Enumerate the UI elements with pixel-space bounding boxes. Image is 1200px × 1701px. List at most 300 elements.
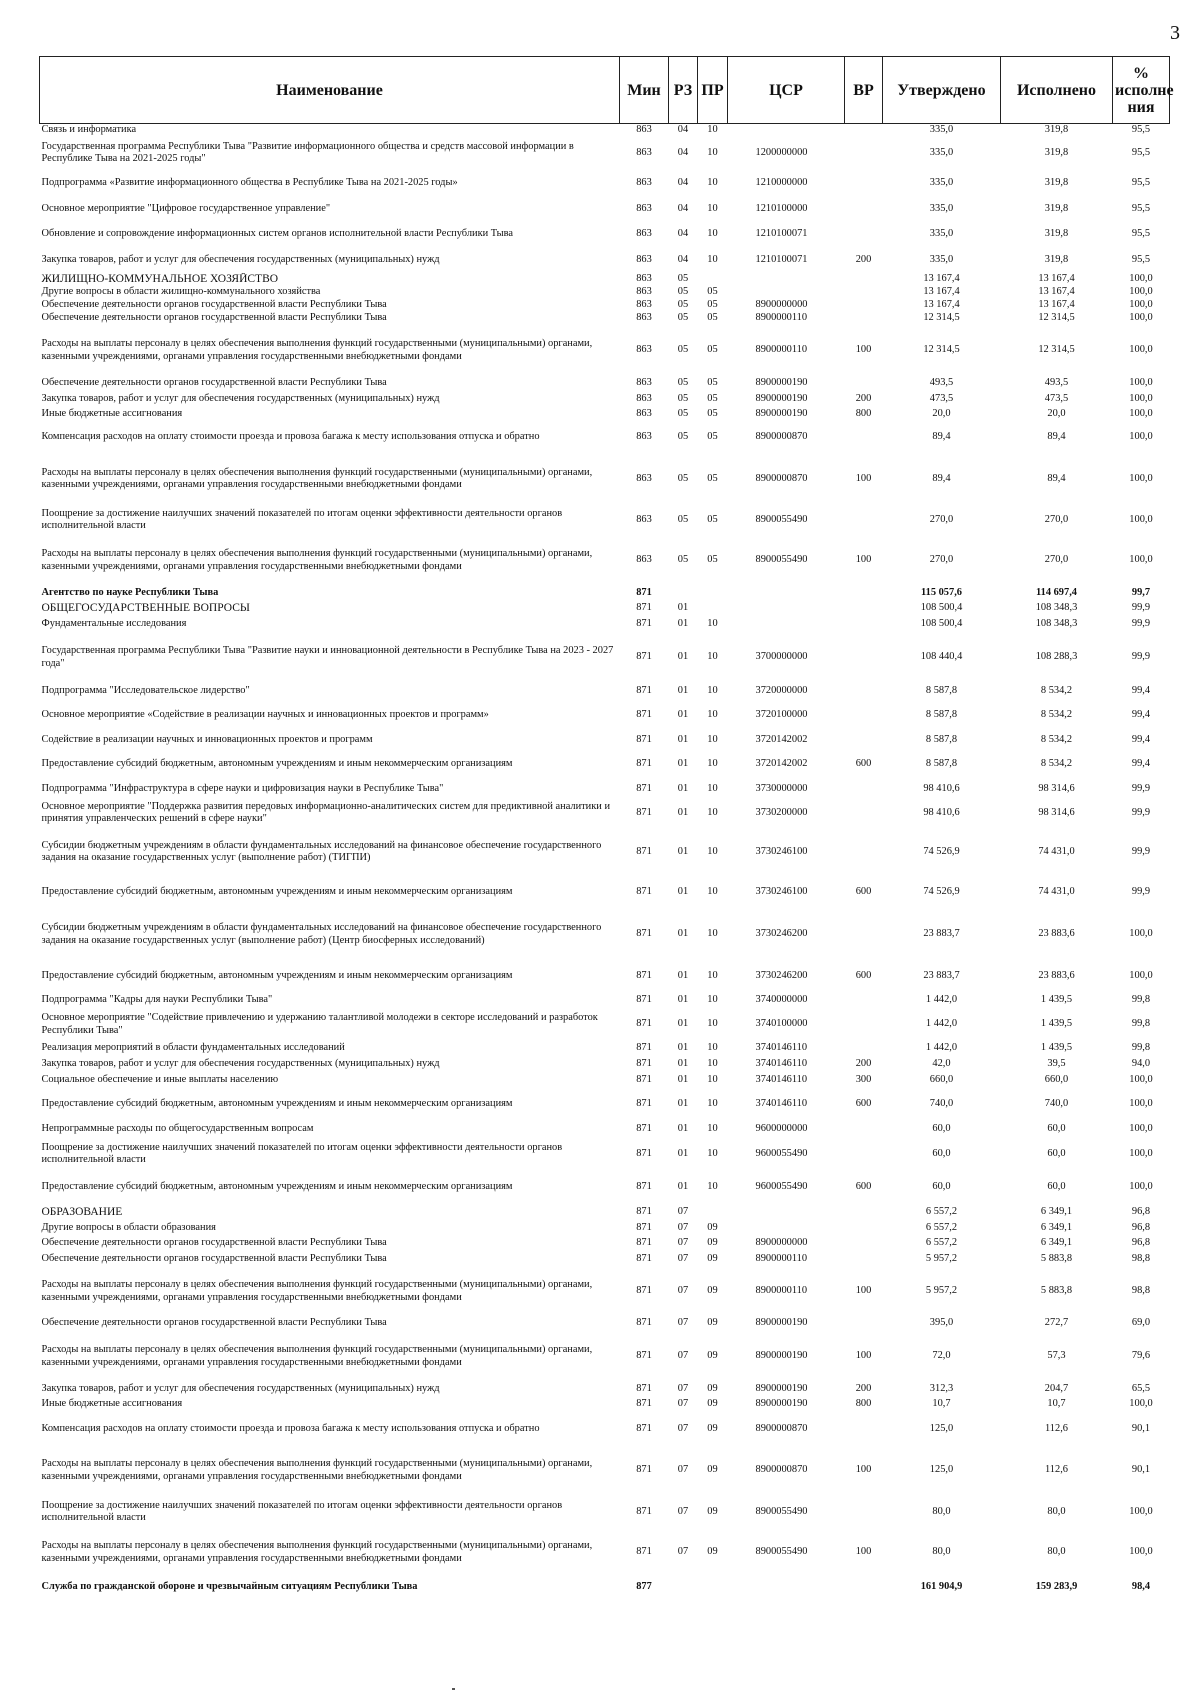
row-approved: 42,0 [932, 1057, 951, 1069]
row-rz: 01 [677, 651, 689, 663]
row-executed: 6 349,1 [1040, 1221, 1073, 1233]
table-row [40, 1041, 1170, 1056]
row-name: Расходы на выплаты персоналу в целях обеспечения выполнения функций государственными (муниципальными) органами, казенными учреждениями, органами управления государственными внебюджетными фондами [41, 1540, 593, 1564]
row-percent: 99,4 [1131, 758, 1151, 770]
row-min: 871 [636, 709, 652, 721]
row-pr: 05 [707, 344, 718, 356]
row-percent: 99,8 [1131, 1018, 1151, 1030]
row-percent: 94,0 [1131, 1057, 1151, 1069]
row-csr: 8900000190 [755, 1317, 808, 1329]
table-row [40, 1397, 1170, 1413]
row-approved: 335,0 [929, 124, 954, 135]
row-rz: 01 [677, 684, 689, 696]
row-rz: 01 [677, 618, 689, 630]
row-executed: 23 883,6 [1038, 928, 1075, 940]
row-min: 871 [636, 928, 652, 940]
row-vr: 800 [855, 1398, 872, 1410]
row-pr: 09 [707, 1237, 718, 1249]
row-name: Непрограммные расходы по общегосударственным вопросам [41, 1123, 314, 1135]
row-approved: 23 883,7 [923, 969, 960, 981]
row-approved: 740,0 [929, 1098, 954, 1110]
row-pr [698, 1204, 728, 1221]
row-executed: 80,0 [1047, 1505, 1066, 1517]
table-row [40, 1122, 1170, 1138]
row-rz: 04 [677, 253, 689, 265]
row-vr [845, 1496, 883, 1529]
row-min: 863 [636, 285, 652, 297]
row-vr [845, 197, 883, 222]
row-csr: 8900000190 [755, 1398, 808, 1410]
table-row [40, 137, 1170, 170]
row-name: Подпрограмма "Кадры для науки Республики Тыва" [41, 994, 273, 1006]
row-min: 871 [636, 1317, 652, 1329]
row-percent: 100,0 [1129, 928, 1153, 940]
row-min: 877 [636, 1581, 652, 1593]
row-approved: 60,0 [932, 1180, 951, 1192]
row-csr: 8900000870 [755, 472, 808, 484]
row-percent: 95,5 [1131, 253, 1151, 265]
row-percent: 69,0 [1131, 1317, 1151, 1329]
row-name: Обеспечение деятельности органов государственной власти Республики Тыва [41, 377, 387, 389]
row-pr: 10 [707, 253, 718, 265]
row-vr: 200 [855, 1382, 872, 1394]
row-name: Обеспечение деятельности органов государственной власти Республики Тыва [41, 1317, 387, 1329]
row-pr: 09 [707, 1505, 718, 1517]
row-rz: 05 [677, 344, 689, 356]
row-min: 863 [636, 393, 652, 405]
row-executed: 1 439,5 [1040, 1018, 1073, 1030]
row-min: 871 [636, 1464, 652, 1476]
row-vr [845, 1009, 883, 1041]
row-pr: 10 [707, 758, 718, 770]
header-vr: ВР [845, 57, 883, 124]
row-csr: 8900000190 [755, 1350, 808, 1362]
row-executed: 12 314,5 [1038, 312, 1075, 324]
row-vr [845, 273, 883, 286]
table-row [40, 421, 1170, 454]
row-pr: 05 [707, 407, 718, 419]
row-executed: 8 534,2 [1040, 684, 1073, 696]
row-name: Закупка товаров, работ и услуг для обеспечения государственных (муниципальных) нужд [41, 393, 440, 405]
row-pr: 10 [707, 202, 718, 214]
row-name: Расходы на выплаты персоналу в целях обеспечения выполнения функций государственными (муниципальными) органами, казенными учреждениями, органами управления государственными внебюджетными фондами [41, 1458, 593, 1482]
row-vr [845, 170, 883, 197]
row-csr: 8900000000 [755, 1237, 808, 1249]
row-rz: 05 [677, 272, 689, 284]
row-rz: 01 [677, 733, 689, 745]
row-name: Государственная программа Республики Тыва "Развитие информационного общества и средств массовой информации в Республике Тыва на 2021-2025 годы" [41, 140, 574, 164]
row-vr: 800 [855, 407, 872, 419]
row-executed: 319,8 [1044, 228, 1069, 240]
row-name: Расходы на выплаты персоналу в целях обеспечения выполнения функций государственными (муниципальными) органами, казенными учреждениями, органами управления государственными внебюджетными фондами [41, 1279, 593, 1303]
row-percent: 99,4 [1131, 684, 1151, 696]
row-rz: 07 [677, 1382, 689, 1394]
row-vr [845, 586, 883, 601]
row-csr: 3730246200 [755, 969, 808, 981]
row-percent: 95,5 [1131, 146, 1151, 158]
row-rz: 01 [677, 1041, 689, 1053]
row-name: Обеспечение деятельности органов государственной власти Республики Тыва [41, 1253, 387, 1265]
row-approved: 23 883,7 [923, 928, 960, 940]
row-rz: 05 [677, 285, 689, 297]
row-approved: 270,0 [929, 554, 954, 566]
row-pr: 05 [707, 513, 718, 525]
row-pr: 10 [707, 806, 718, 818]
row-min: 871 [636, 651, 652, 663]
row-min: 863 [636, 344, 652, 356]
row-rz: 07 [677, 1237, 689, 1249]
row-name: Основное мероприятие "Цифровое государственное управление" [41, 202, 331, 214]
row-pr: 10 [707, 709, 718, 721]
row-name: Другие вопросы в области жилищно-коммунального хозяйства [41, 285, 321, 297]
row-pr: 05 [707, 285, 718, 297]
row-approved: 335,0 [929, 228, 954, 240]
row-vr [845, 1204, 883, 1221]
row-approved: 395,0 [929, 1317, 954, 1329]
table-row [40, 1236, 1170, 1252]
row-percent: 99,9 [1131, 806, 1151, 818]
table-row [40, 408, 1170, 421]
row-pr: 10 [707, 124, 718, 135]
row-executed: 5 883,8 [1040, 1253, 1073, 1265]
row-rz: 05 [677, 312, 689, 324]
table-row [40, 1204, 1170, 1221]
row-percent: 100,0 [1129, 1546, 1153, 1558]
header-name: Наименование [40, 57, 620, 124]
row-rz: 07 [677, 1464, 689, 1476]
row-pr: 10 [707, 618, 718, 630]
row-csr: 8900000110 [755, 312, 808, 324]
row-rz: 01 [677, 782, 689, 794]
row-percent: 100,0 [1129, 1398, 1153, 1410]
row-pr: 09 [707, 1285, 718, 1297]
table-row [40, 505, 1170, 536]
table-row [40, 601, 1170, 617]
row-csr: 3720100000 [755, 709, 808, 721]
row-min: 871 [636, 1205, 652, 1217]
row-min: 863 [636, 430, 652, 442]
row-rz: 07 [677, 1205, 689, 1217]
row-csr: 8900000110 [755, 1253, 808, 1265]
row-csr: 8900000190 [755, 1382, 808, 1394]
row-name: Основное мероприятие "Содействие привлечению и удержанию талантливой молодежи в секторе исследований и разработок Республики Тыва" [41, 1012, 598, 1036]
row-approved: 80,0 [932, 1505, 951, 1517]
row-executed: 98 314,6 [1038, 782, 1075, 794]
row-percent: 100,0 [1129, 344, 1153, 356]
row-executed: 1 439,5 [1040, 1041, 1073, 1053]
row-min: 863 [636, 176, 652, 188]
row-vr [845, 829, 883, 876]
row-pr: 10 [707, 651, 718, 663]
row-approved: 473,5 [929, 393, 954, 405]
row-min: 871 [636, 1123, 652, 1135]
row-approved: 98 410,6 [923, 806, 960, 818]
row-vr [845, 633, 883, 683]
table-row [40, 633, 1170, 683]
row-executed: 12 314,5 [1038, 344, 1075, 356]
row-csr: 3730246100 [755, 886, 808, 898]
row-csr: 9600000000 [755, 1123, 808, 1135]
table-row [40, 170, 1170, 197]
row-rz: 01 [677, 602, 689, 614]
row-vr [845, 124, 883, 137]
row-pr: 10 [707, 1147, 718, 1159]
row-csr [728, 601, 845, 617]
row-percent: 100,0 [1129, 554, 1153, 566]
table-row [40, 1446, 1170, 1496]
row-approved: 13 167,4 [923, 298, 960, 310]
row-rz: 01 [677, 994, 689, 1006]
row-name: Компенсация расходов на оплату стоимости проезда и провоза багажа к месту использования отпуска и обратно [41, 430, 540, 442]
row-pr: 10 [707, 176, 718, 188]
row-vr [845, 299, 883, 312]
row-executed: 270,0 [1044, 554, 1069, 566]
row-pr: 10 [707, 684, 718, 696]
row-csr: 9600055490 [755, 1147, 808, 1159]
row-csr: 3730246100 [755, 845, 808, 857]
row-csr: 1210000000 [755, 176, 808, 188]
row-vr: 200 [855, 393, 872, 405]
table-row [40, 222, 1170, 248]
row-vr [845, 421, 883, 454]
row-name: Поощрение за достижение наилучших значений показателей по итогам оценки эффективности деятельности органов исполнительной власти [41, 1499, 563, 1523]
header-csr: ЦСР [728, 57, 845, 124]
row-executed: 108 348,3 [1035, 618, 1078, 630]
row-executed: 319,8 [1044, 253, 1069, 265]
row-executed: 89,4 [1047, 472, 1066, 484]
table-row [40, 1332, 1170, 1382]
row-csr: 8900000110 [755, 1285, 808, 1297]
row-executed: 74 431,0 [1038, 886, 1075, 898]
row-rz [669, 586, 698, 601]
row-csr [728, 286, 845, 299]
row-min: 863 [636, 377, 652, 389]
row-approved: 1 442,0 [925, 1041, 958, 1053]
row-percent: 98,8 [1131, 1285, 1151, 1297]
row-pr: 10 [707, 928, 718, 940]
row-name: Поощрение за достижение наилучших значений показателей по итогам оценки эффективности деятельности органов исполнительной власти [41, 1141, 563, 1165]
row-csr: 8900055490 [755, 554, 808, 566]
row-approved: 115 057,6 [921, 586, 962, 598]
row-min: 871 [636, 618, 652, 630]
row-min: 863 [636, 272, 652, 284]
row-approved: 335,0 [929, 146, 954, 158]
row-min: 871 [636, 1237, 652, 1249]
row-pr: 10 [707, 733, 718, 745]
row-executed: 60,0 [1047, 1123, 1066, 1135]
row-pr: 09 [707, 1382, 718, 1394]
row-csr: 3740146110 [755, 1041, 808, 1053]
row-percent: 100,0 [1129, 1505, 1153, 1517]
row-pr: 05 [707, 554, 718, 566]
row-name: Закупка товаров, работ и услуг для обеспечения государственных (муниципальных) нужд [41, 1057, 440, 1069]
row-approved: 80,0 [932, 1546, 951, 1558]
table-row [40, 1316, 1170, 1332]
row-name: Государственная программа Республики Тыва "Развитие науки и инновационной деятельности в Республике Тыва на 2023 - 2027 года" [41, 645, 614, 669]
row-vr [845, 376, 883, 392]
table-row [40, 326, 1170, 376]
row-min: 871 [636, 1221, 652, 1233]
row-min: 871 [636, 1285, 652, 1297]
row-percent: 100,0 [1129, 298, 1153, 310]
row-vr [845, 1221, 883, 1236]
row-rz: 01 [677, 969, 689, 981]
row-name: Связь и информатика [41, 124, 137, 135]
row-approved: 6 557,2 [925, 1221, 958, 1233]
row-executed: 108 288,3 [1035, 651, 1078, 663]
row-executed: 80,0 [1047, 1546, 1066, 1558]
row-pr: 05 [707, 298, 718, 310]
table-row [40, 286, 1170, 299]
row-executed: 272,7 [1044, 1317, 1069, 1329]
row-executed: 112,6 [1045, 1464, 1068, 1476]
table-row [40, 312, 1170, 326]
row-approved: 74 526,9 [923, 845, 960, 857]
row-vr: 200 [855, 1057, 872, 1069]
row-executed: 493,5 [1044, 377, 1069, 389]
table-row [40, 273, 1170, 286]
row-approved: 8 587,8 [925, 733, 958, 745]
row-approved: 335,0 [929, 202, 954, 214]
row-approved: 12 314,5 [923, 312, 960, 324]
table-row [40, 617, 1170, 633]
row-csr: 8900055490 [755, 1505, 808, 1517]
row-rz: 07 [677, 1422, 689, 1434]
row-min: 871 [636, 1057, 652, 1069]
row-csr: 8900000870 [755, 1422, 808, 1434]
row-percent: 99,9 [1131, 886, 1151, 898]
row-pr: 09 [707, 1350, 718, 1362]
row-name: Расходы на выплаты персоналу в целях обеспечения выполнения функций государственными (муниципальными) органами, казенными учреждениями, органами управления государственными внебюджетными фондами [41, 1344, 593, 1368]
row-approved: 89,4 [932, 430, 951, 442]
row-name: Фундаментальные исследования [41, 618, 187, 630]
row-percent: 90,1 [1131, 1422, 1151, 1434]
row-executed: 8 534,2 [1040, 758, 1073, 770]
row-rz: 01 [677, 928, 689, 940]
row-csr [728, 586, 845, 601]
row-min: 871 [636, 1422, 652, 1434]
table-row [40, 1382, 1170, 1397]
table-row [40, 197, 1170, 222]
row-name: Иные бюджетные ассигнования [41, 1398, 183, 1410]
row-name: Поощрение за достижение наилучших значений показателей по итогам оценки эффективности деятельности органов исполнительной власти [41, 507, 563, 531]
row-percent: 95,5 [1131, 202, 1151, 214]
row-min: 863 [636, 312, 652, 324]
row-min: 871 [636, 886, 652, 898]
row-vr: 600 [855, 886, 872, 898]
table-row [40, 392, 1170, 408]
row-min: 863 [636, 298, 652, 310]
row-vr [845, 1236, 883, 1252]
row-name: Субсидии бюджетным учреждениям в области фундаментальных исследований на финансовое обеспечение государственного задания на оказание государственных услуг (выполнение работ) (ТИГПИ) [41, 839, 602, 863]
row-csr: 1200000000 [755, 146, 808, 158]
row-min: 871 [636, 1382, 652, 1394]
row-vr [845, 732, 883, 749]
header-pr: ПР [698, 57, 728, 124]
row-name: Другие вопросы в области образования [41, 1221, 216, 1233]
row-name: Подпрограмма «Развитие информационного общества в Республике Тыва на 2021-2025 годы» [41, 176, 458, 188]
row-csr: 3720000000 [755, 684, 808, 696]
row-approved: 74 526,9 [923, 886, 960, 898]
row-vr: 600 [855, 1180, 872, 1192]
row-csr: 3720142002 [755, 733, 808, 745]
table-row [40, 586, 1170, 601]
table-row [40, 700, 1170, 732]
row-rz: 07 [677, 1398, 689, 1410]
row-rz: 01 [677, 1147, 689, 1159]
row-vr: 100 [855, 344, 872, 356]
row-vr [845, 505, 883, 536]
row-executed: 108 348,3 [1035, 602, 1078, 614]
row-rz: 05 [677, 377, 689, 389]
row-csr: 3740100000 [755, 1018, 808, 1030]
row-pr [698, 601, 728, 617]
row-executed: 8 534,2 [1040, 733, 1073, 745]
row-csr: 8900000870 [755, 1464, 808, 1476]
row-executed: 13 167,4 [1038, 298, 1075, 310]
row-csr [728, 1221, 845, 1236]
row-rz: 01 [677, 1018, 689, 1030]
row-vr [845, 137, 883, 170]
row-percent: 95,5 [1131, 176, 1151, 188]
row-csr: 9600055490 [755, 1180, 808, 1192]
row-pr: 09 [707, 1398, 718, 1410]
row-min: 871 [636, 969, 652, 981]
row-approved: 5 957,2 [925, 1253, 958, 1265]
row-executed: 39,5 [1047, 1057, 1066, 1069]
table-header [40, 57, 1174, 124]
row-vr [845, 1413, 883, 1446]
row-csr: 8900055490 [755, 1546, 808, 1558]
table-row [40, 1529, 1170, 1577]
row-vr [845, 1252, 883, 1268]
row-percent: 99,9 [1131, 602, 1151, 614]
row-percent: 100,0 [1129, 969, 1153, 981]
row-approved: 125,0 [929, 1464, 954, 1476]
row-min: 871 [636, 1073, 652, 1085]
table-row [40, 683, 1170, 700]
row-min: 863 [636, 124, 652, 135]
row-vr [845, 781, 883, 798]
row-executed: 23 883,6 [1038, 969, 1075, 981]
table-row [40, 1496, 1170, 1529]
row-rz: 01 [677, 1098, 689, 1110]
row-percent: 100,0 [1129, 1098, 1153, 1110]
row-name: Подпрограмма "Инфраструктура в сфере науки и цифровизация науки в Республике Тыва" [41, 782, 444, 794]
row-percent: 65,5 [1131, 1382, 1151, 1394]
table-row [40, 749, 1170, 781]
row-rz: 05 [677, 430, 689, 442]
row-vr [845, 683, 883, 700]
row-csr: 8900055490 [755, 513, 808, 525]
row-executed: 319,8 [1044, 202, 1069, 214]
row-rz: 05 [677, 393, 689, 405]
row-min: 871 [636, 1180, 652, 1192]
row-vr: 600 [855, 969, 872, 981]
row-executed: 20,0 [1047, 407, 1066, 419]
row-min: 871 [636, 1147, 652, 1159]
header-min: Мин [620, 57, 669, 124]
row-percent: 96,8 [1131, 1221, 1151, 1233]
row-rz [669, 1577, 698, 1599]
row-csr: 3740146110 [755, 1057, 808, 1069]
row-approved: 125,0 [929, 1422, 954, 1434]
row-name: ОБЩЕГОСУДАРСТВЕННЫЕ ВОПРОСЫ [41, 602, 250, 615]
row-executed: 319,8 [1044, 124, 1069, 135]
row-pr [698, 586, 728, 601]
row-csr: 3740146110 [755, 1073, 808, 1085]
row-min: 871 [636, 994, 652, 1006]
